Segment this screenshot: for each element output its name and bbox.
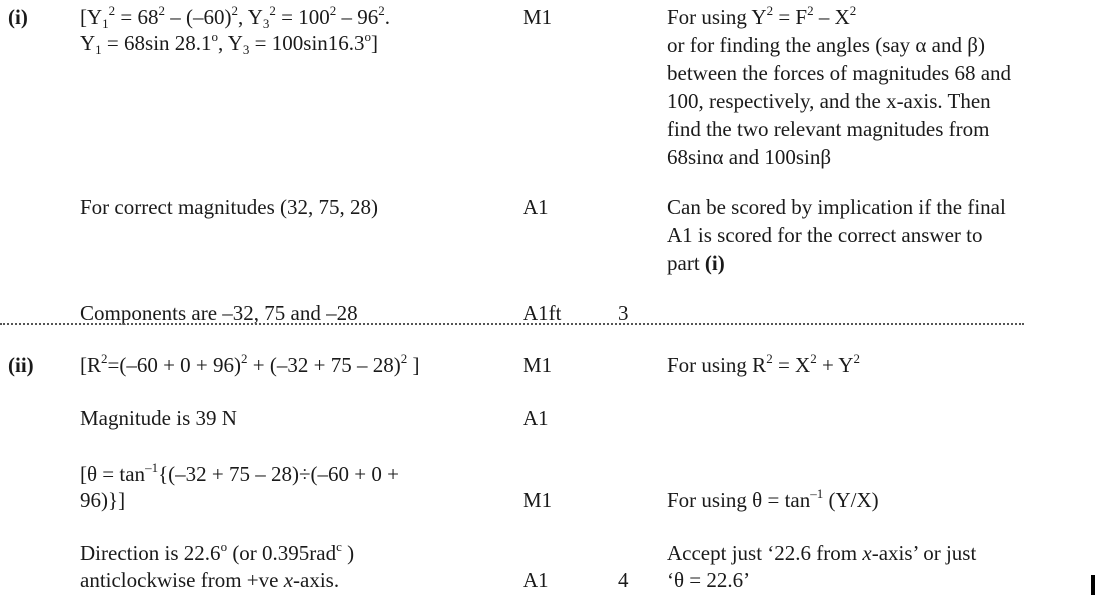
part-i-label: (i) [8, 5, 28, 29]
part-ii-note-accept-line1: Accept just ‘22.6 from x-axis’ or just [667, 541, 977, 565]
mark-m1: M1 [523, 353, 553, 377]
part-i-note-line1: For using $Y^2 = F^2 - X^2$ [667, 3, 857, 29]
part-i-working-components: Components are –32, 75 and –28 [80, 301, 358, 325]
part-i-note-implication: Can be scored by implication if the final A1 is scored for the correct answer to part (i) [667, 195, 1006, 275]
mark-a1: A1 [523, 195, 549, 219]
part-ii-working-direction-line1: Direction is 22.6$^o$ (or 0.395rad$^c$ ) [80, 539, 355, 565]
mark-a1: A1 [523, 406, 549, 430]
mark-a1ft: A1ft [523, 301, 562, 325]
part-ii-working-magnitude: Magnitude is 39 N [80, 406, 237, 430]
text-cursor [1091, 575, 1095, 595]
part-i-note-rest: or for finding the angles (say α and β) between the forces of magnitudes 68 and 100, respectively, and the x-axis. Then find the two relevant magnitudes from 68sinα and 100sinβ [667, 33, 1012, 169]
part-ii-working-direction-line2: anticlockwise from +ve x-axis. [80, 568, 340, 592]
part-ii-working-theta-line2: 96)}] [80, 488, 126, 512]
part-ii-note-accept-line2: ‘θ = 22.6’ [667, 568, 751, 592]
mark-a1: A1 [523, 568, 549, 592]
part-ii-total: 4 [618, 568, 629, 592]
mark-m1: M1 [523, 5, 553, 29]
part-ii-working-theta-line1: [$\theta = \tan^{-1}\{(-32 + 75 - 28)\div(-60 + 0$ + [80, 460, 399, 486]
part-i-working-line2: $Y_1 = 68\sin$ 28.1$^o$, $Y_3 = 100\sin 16.3^o$] [80, 29, 379, 57]
section-divider [0, 323, 1024, 325]
part-i-total: 3 [618, 301, 629, 325]
part-i-working-magnitudes: For correct magnitudes (32, 75, 28) [80, 195, 379, 219]
part-ii-working-resultant: [$R^2=(-60 + 0 + 96)^2 + (-32 + 75 - 28)^2$ ] [80, 351, 420, 377]
part-i-working-line1: [$Y_1^2 = 68^2 - (-60)^2$, $Y_3^2 = 100^2 - 96^2$. [80, 3, 390, 31]
mark-m1: M1 [523, 488, 553, 512]
part-ii-note-resultant: For using $R^2 = X^2 + Y^2$ [667, 351, 860, 377]
part-ii-note-theta: For using $\theta = \tan^{-1} (Y/X)$ [667, 486, 879, 512]
part-ii-label: (ii) [8, 353, 34, 377]
